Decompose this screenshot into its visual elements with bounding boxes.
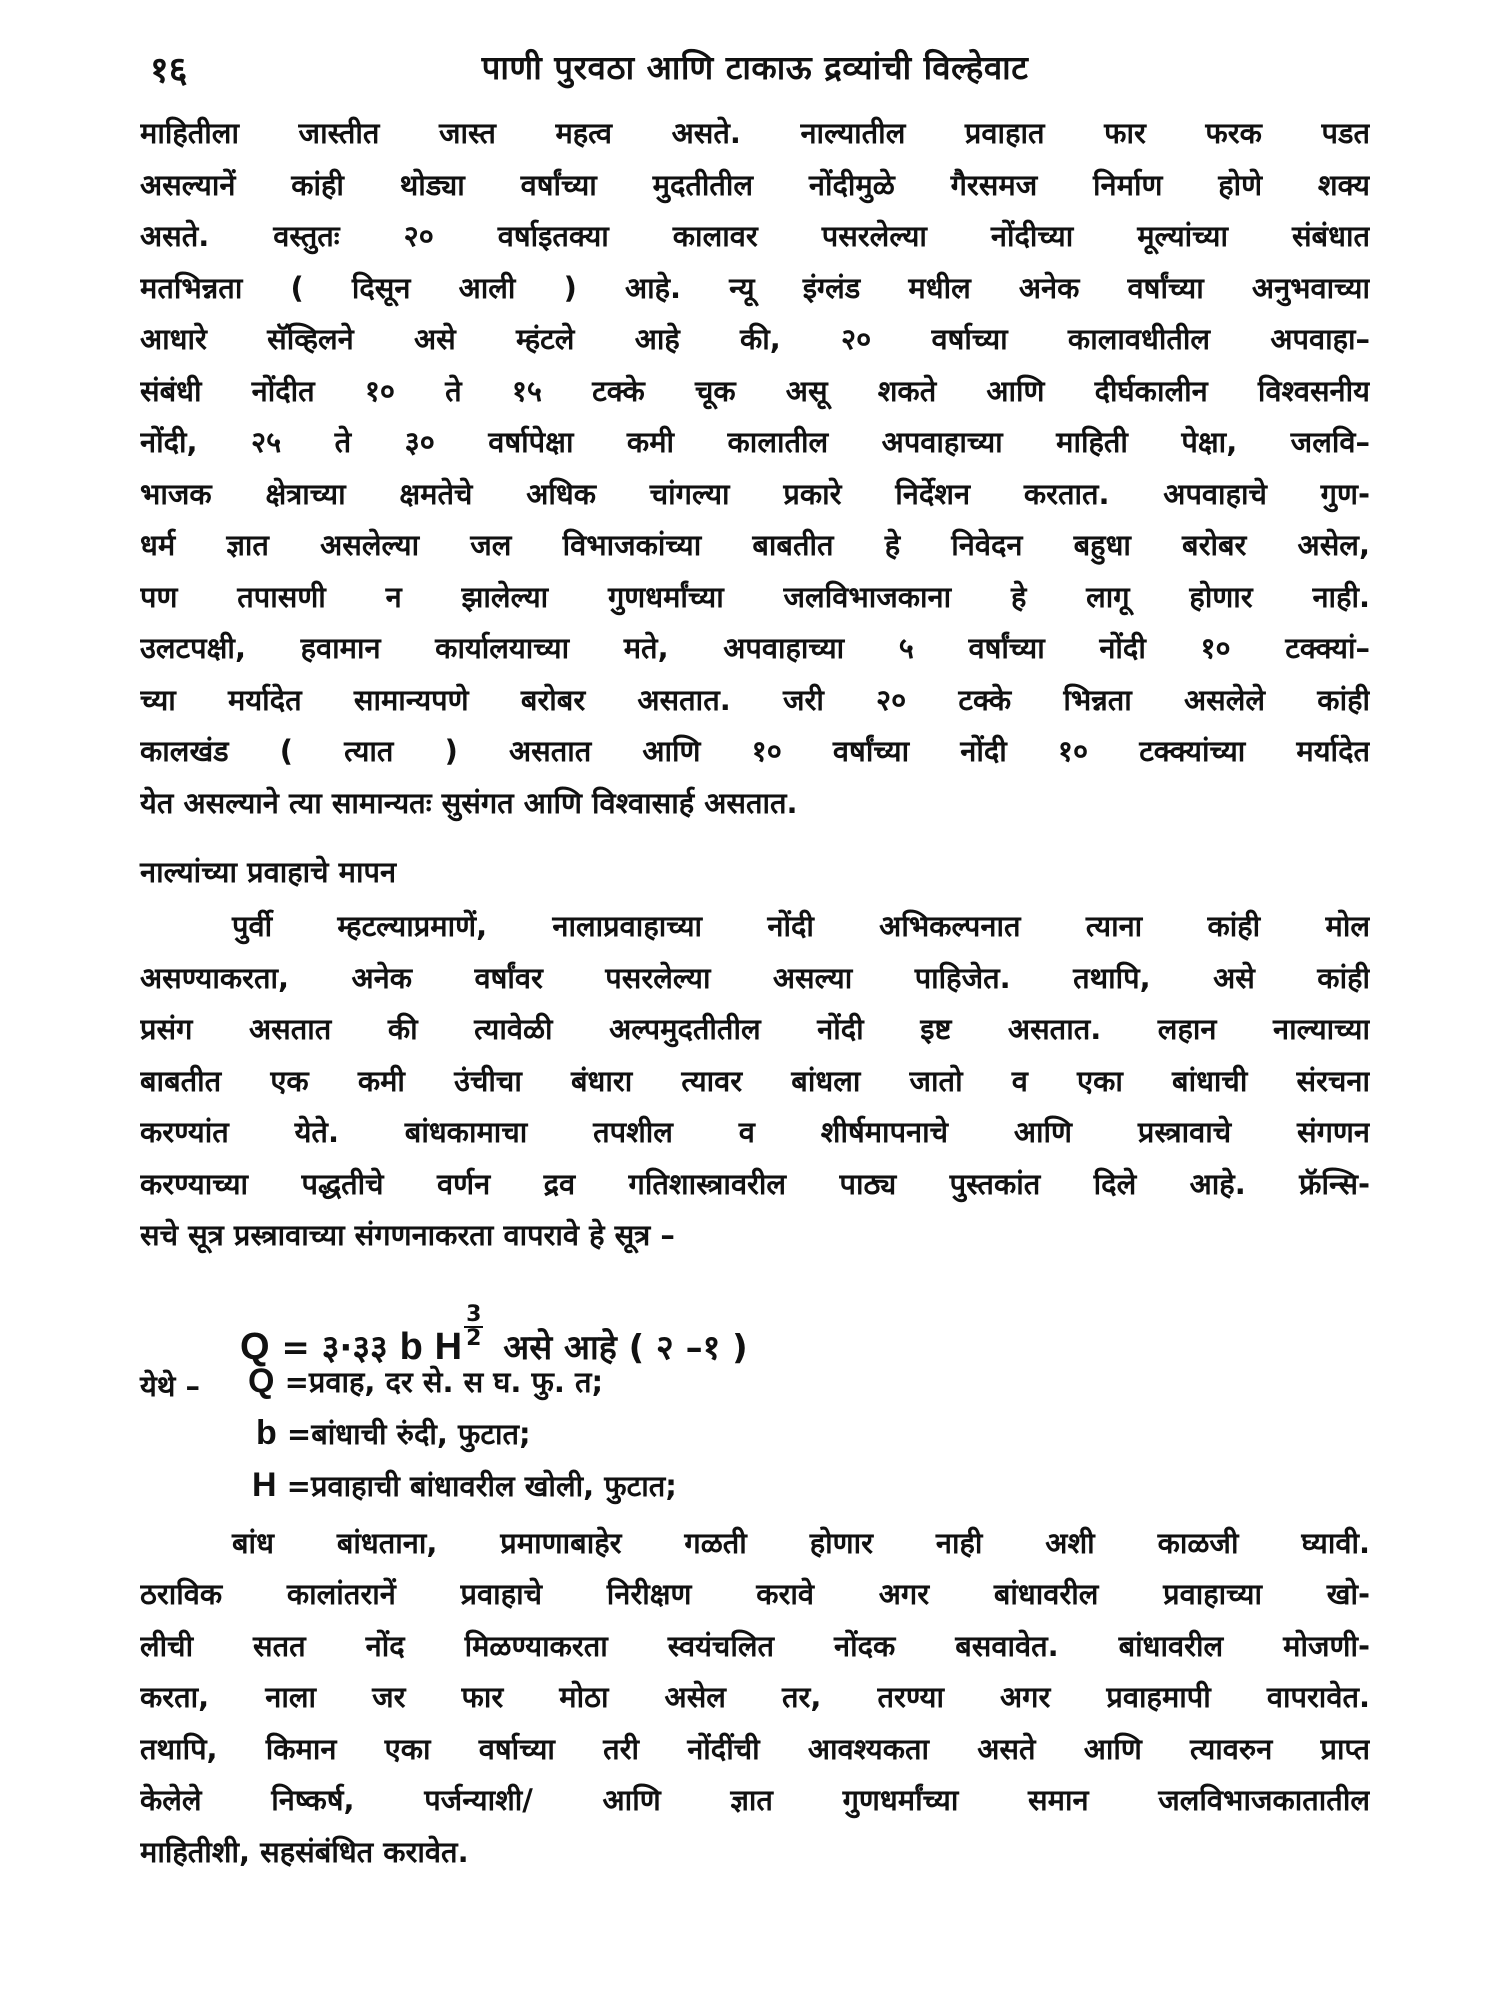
- definition-row: [248, 1362, 603, 1401]
- exponent-denominator: 2: [466, 1325, 482, 1351]
- running-title: पाणी पुरवठा आणि टाकाऊ द्रव्यांची विल्हेवाट: [481, 48, 1029, 87]
- text-line: ठराविक कालांतरानें प्रवाहाचे निरीक्षण करावे अगर बांधावरील प्रवाहाच्या खो-: [140, 1577, 1370, 1611]
- section-heading: नाल्यांच्या प्रवाहाचे मापन: [140, 855, 397, 889]
- page-header: [140, 40, 1370, 100]
- text-line: नोंदी, २५ ते ३० वर्षापेक्षा कमी कालातील अपवाहाच्या माहिती पेक्षा, जलवि–: [140, 425, 1370, 459]
- page-number: १६: [150, 50, 188, 91]
- formula-h: H: [434, 1325, 463, 1368]
- text-line: उलटपक्षी, हवामान कार्यालयाच्या मते, अपवाहाच्या ५ वर्षांच्या नोंदी १० टक्क्यां–: [140, 631, 1370, 665]
- definition-symbol: Q: [248, 1361, 275, 1400]
- text-line: भाजक क्षेत्राच्या क्षमतेचे अधिक चांगल्या प्रकारे निर्देशन करतात. अपवाहाचे गुण-: [140, 476, 1370, 511]
- definition-text: =प्रवाहाची बांधावरील खोली, फुटात;: [286, 1468, 677, 1503]
- text-line: धर्म ज्ञात असलेल्या जल विभाजकांच्या बाबतीत हे निवेदन बहुधा बरोबर असेल,: [140, 528, 1370, 562]
- text-line: तथापि, किमान एका वर्षाच्या तरी नोंदींची आवश्यकता असते आणि त्यावरुन प्राप्त: [140, 1731, 1370, 1766]
- text-line: लीची सतत नोंद मिळण्याकरता स्वयंचलित नोंदक बसवावेत. बांधावरील मोजणी-: [140, 1628, 1370, 1663]
- page-body: [140, 108, 1370, 1878]
- text-line: कालखंड ( त्यात ) असतात आणि १० वर्षांच्या नोंदी १० टक्क्यांच्या मर्यादेत: [140, 734, 1370, 768]
- text-line: करण्यांत येते. बांधकामाचा तपशील व शीर्षमापनाचे आणि प्रस्त्रावाचे संगणन: [140, 1115, 1370, 1149]
- definition-text: =बांधाची रुंदी, फुटात;: [286, 1416, 531, 1451]
- text-line: केलेले निष्कर्ष, पर्जन्याशी/ आणि ज्ञात गुणधर्मांच्या समान जलविभाजकातातील: [140, 1783, 1370, 1817]
- definition-text: =प्रवाह, दर से. स घ. फु. त;: [284, 1364, 604, 1399]
- text-line: सचे सूत्र प्रस्त्रावाच्या संगणनाकरता वापरावे हे सूत्र –: [140, 1218, 675, 1252]
- text-line: आधारे सॅव्हिलने असे म्हंटले आहे की, २० वर्षाच्या कालावधीतील अपवाहा–: [140, 322, 1370, 356]
- text-line: बाबतीत एक कमी उंचीचा बंधारा त्यावर बांधला जातो व एका बांधाची संरचना: [140, 1063, 1370, 1098]
- text-line: मतभिन्नता ( दिसून आली ) आहे. न्यू इंग्लंड मधील अनेक वर्षांच्या अनुभवाच्या: [140, 270, 1370, 305]
- definition-row: [256, 1414, 531, 1453]
- text-line: पण तपासणी न झालेल्या गुणधर्मांच्या जलविभाजकाना हे लागू होणार नाही.: [140, 579, 1370, 614]
- formula-block: [140, 1268, 1370, 1518]
- text-line: माहितीला जास्तीत जास्त महत्व असते. नाल्यातील प्रवाहात फार फरक पडत: [140, 116, 1370, 150]
- formula-exponent: [464, 1301, 483, 1351]
- definitions-lead: येथे –: [140, 1368, 200, 1403]
- text-line: असण्याकरता, अनेक वर्षांवर पसरलेल्या असल्या पाहिजेत. तथापि, असे कांही: [140, 960, 1370, 995]
- formula-equals: =: [281, 1327, 310, 1368]
- paragraph-3: [140, 1518, 1370, 1879]
- definition-symbol: H: [252, 1465, 277, 1504]
- text-line: च्या मर्यादेत सामान्यपणे बरोबर असतात. जरी २० टक्के भिन्नता असलेले कांही: [140, 682, 1370, 717]
- definition-row: [252, 1466, 677, 1505]
- text-line: असते. वस्तुतः २० वर्षाइतक्या कालावर पसरलेल्या नोंदीच्या मूल्यांच्या संबंधात: [140, 219, 1370, 253]
- formula-tail: असे आहे ( २ –१ ): [503, 1327, 748, 1368]
- text-line: करण्याच्या पद्धतीचे वर्णन द्रव गतिशास्त्रावरील पाठ्य पुस्तकांत दिले आहे. फ्रॅन्सि-: [140, 1166, 1370, 1201]
- paragraph-1: [140, 108, 1370, 829]
- text-line: संबंधी नोंदीत १० ते १५ टक्के चूक असू शकते आणि दीर्घकालीन विश्वसनीय: [140, 373, 1370, 408]
- text-line: करता, नाला जर फार मोठा असेल तर, तरण्या अगर प्रवाहमापी वापरावेत.: [140, 1680, 1370, 1714]
- definition-symbol: b: [256, 1413, 277, 1452]
- formula-b: b: [399, 1325, 423, 1368]
- text-line: बांध बांधताना, प्रमाणाबाहेर गळती होणार नाही अशी काळजी घ्यावी.: [232, 1525, 1370, 1560]
- formula-coefficient: ३·३३: [321, 1327, 388, 1368]
- exponent-numerator: 3: [466, 1301, 482, 1327]
- text-line: प्रसंग असतात की त्यावेळी अल्पमुदतीतील नोंदी इष्ट असतात. लहान नाल्याच्या: [140, 1012, 1370, 1046]
- text-line: असल्यानें कांही थोड्या वर्षांच्या मुदतीतील नोंदीमुळे गैरसमज निर्माण होणे शक्य: [140, 167, 1370, 202]
- formula-q: Q: [240, 1325, 270, 1368]
- francis-formula: [240, 1301, 748, 1369]
- text-line: पुर्वी म्हटल्याप्रमाणें, नालाप्रवाहाच्या नोंदी अभिकल्पनात त्याना कांही मोल: [232, 909, 1370, 943]
- text-line: माहितीशी, सहसंबंधित करावेत.: [140, 1834, 469, 1869]
- paragraph-2: [140, 901, 1370, 1262]
- text-line: येत असल्याने त्या सामान्यतः सुसंगत आणि विश्वासार्ह असतात.: [140, 785, 798, 820]
